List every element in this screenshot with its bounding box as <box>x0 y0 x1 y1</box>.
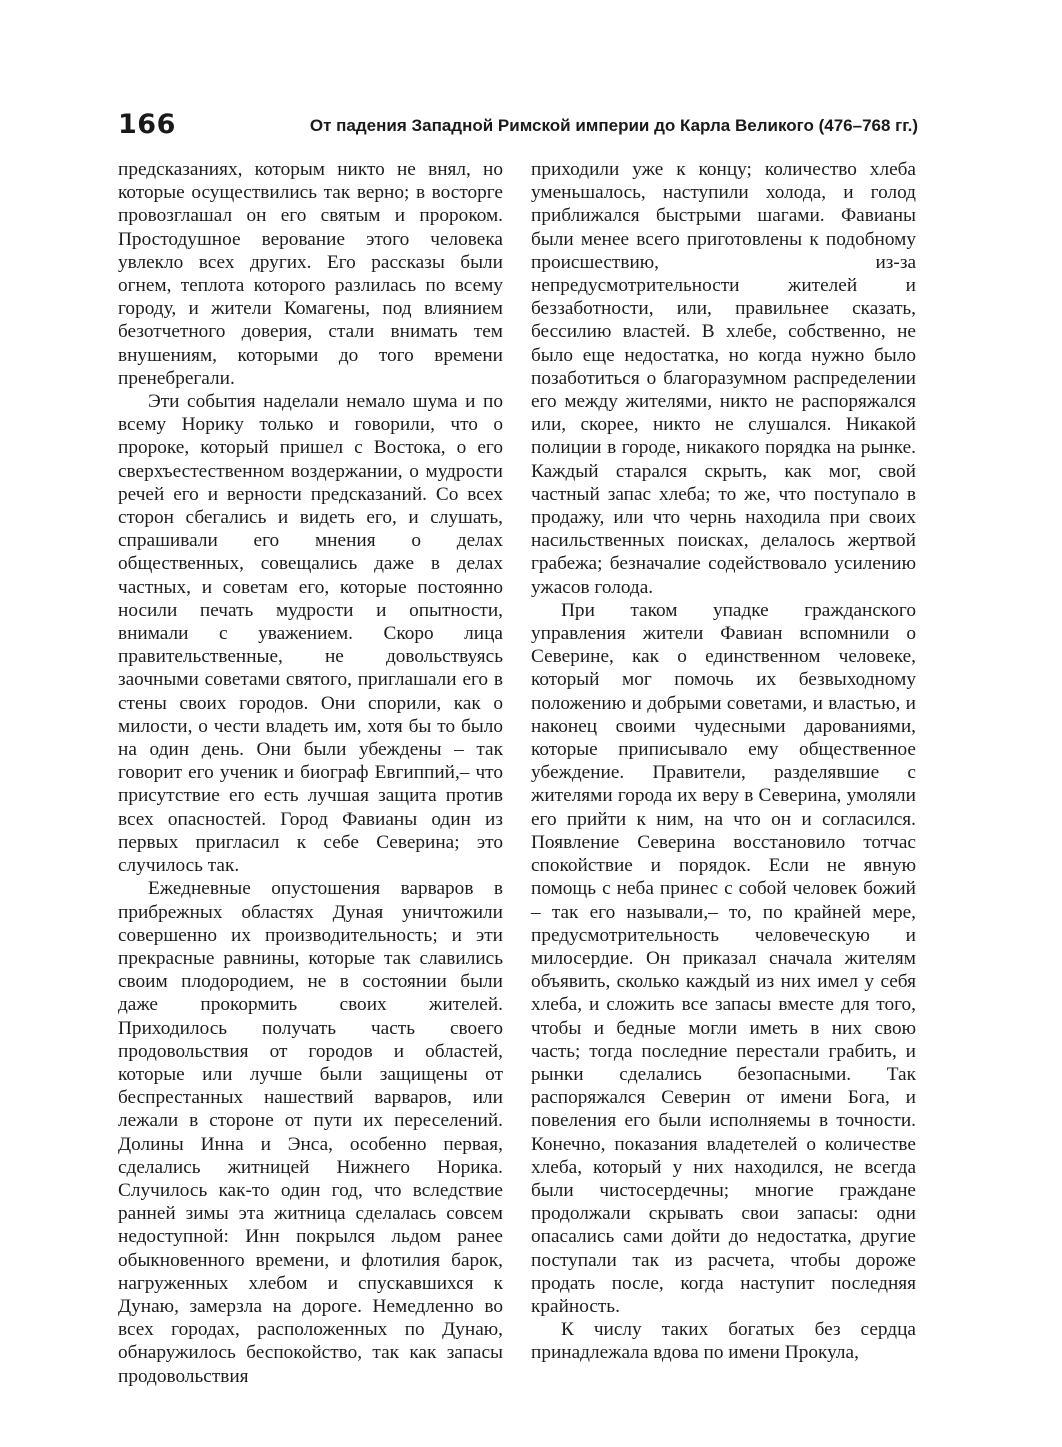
paragraph: К числу таких богатых без сердца принадлежала вдова по имени Прокула, <box>531 1319 916 1364</box>
paragraph: При таком упадке гражданского управления жители Фавиан вспомнили о Северине, как о единственном человеке, который мог помочь их безвыходному положению и добрыми советами, и властью, и наконец своими чудесными дарованиями, которые приписывало ему общественное убеждение. Правители, разделявшие с жителями города их веру в Северина, умоляли его прийти к ним, на что он и согласился. Появление Северина восстановило тотчас спокойствие и порядок. Если не явную помощь с неба принес с собой человек божий – так его называли,– то, по крайней мере, предусмотрительность человеческую и милосердие. Он приказал сначала жителям объявить, сколько каждый из них имел у себя хлеба, и сложить все запасы вместе для того, чтобы и бедные могли иметь в них свою часть; тогда последние перестали грабить, и рынки сделались безопасными. Так распоряжался Северин от имени Бога, и повеления его были исполняемы в точности. Конечно, показания владетелей о количестве хлеба, который у них находился, не всегда были чистосердечны; многие граждане продолжали скрывать свои запасы: одни опасались сами дойти до недостатка, другие поступали так из расчета, чтобы дороже продать после, когда наступит последняя крайность. <box>531 599 916 1317</box>
paragraph: Эти события наделали немало шума и по всему Норику только и говорили, что о пророке, который пришел с Востока, о его сверхъестественном воздержании, о мудрости речей его и верности предсказаний. Со всех сторон сбегались и видеть его, и слушать, спрашивали его мнения о делах общественных, совещались даже в делах частных, и советам его, которые постоянно носили печать мудрости и опытности, внимали с уважением. Скоро лица правительственные, не довольствуясь заочными советами святого, приглашали его в стены своих городов. Они спорили, как о милости, о чести владеть им, хотя бы то было на один день. Они были убеждены – так говорит его ученик и биограф Евгиппий,– что присутствие его есть лучшая защита против всех опасностей. Город Фавианы один из первых пригласил к себе Северина; это случилось так. <box>118 391 503 877</box>
left-column <box>118 158 503 1388</box>
paragraph: предсказаниях, которым никто не внял, но которые осуществились так верно; в восторге провозглашал он его святым и пророком. Простодушное верование этого человека увлекло всех других. Его рассказы были огнем, теплота которого разлилась по всему городу, и жители Комагены, под влиянием безотчетного доверия, стали внимать тем внушениям, которыми до того времени пренебрегали. <box>118 159 503 389</box>
page-number: 166 <box>118 109 176 140</box>
paragraph: приходили уже к концу; количество хлеба уменьшалось, наступили холода, и голод приближался быстрыми шагами. Фавианы были менее всего приготовлены к подобному происшествию, из-за непредусмотрительности жителей и беззаботности, или, правильнее сказать, бессилию властей. В хлебе, собственно, не было еще недостатка, но когда нужно было позаботиться о благоразумном распределении его между жителями, никто не распоряжался или, скорее, никто не слушался. Никакой полиции в городе, никакого порядка на рынке. Каждый старался скрыть, как мог, свой частный запас хлеба; то же, что поступало в продажу, или что чернь находила при своих насильственных поисках, делалось жертвой грабежа; безначалие содействовало усилению ужасов голода. <box>531 159 916 598</box>
right-column <box>531 158 916 1365</box>
paragraph: Ежедневные опустошения варваров в прибрежных областях Дуная уничтожили совершенно их производительность; и эти прекрасные равнины, которые так славились своим плодородием, не в состоянии были даже прокормить своих жителей. Приходилось получать часть своего продовольствия от городов и областей, которые или лучше были защищены от беспрестанных нашествий варваров, или лежали в стороне от пути их переселений. Долины Инна и Энса, особенно первая, сделались житницей Нижнего Норика. Случилось как-то один год, что вследствие ранней зимы эта житница сделалась совсем недоступной: Инн покрылся льдом ранее обыкновенного времени, и флотилия барок, нагруженных хлебом и спускавшихся к Дунаю, замерзла на дороге. Немедленно во всех городах, расположенных по Дунаю, обнаружилось беспокойство, так как запасы продовольствия <box>118 878 503 1387</box>
running-title: От падения Западной Римской империи до Карла Великого (476–768 гг.) <box>309 116 918 135</box>
page-header <box>118 109 918 143</box>
